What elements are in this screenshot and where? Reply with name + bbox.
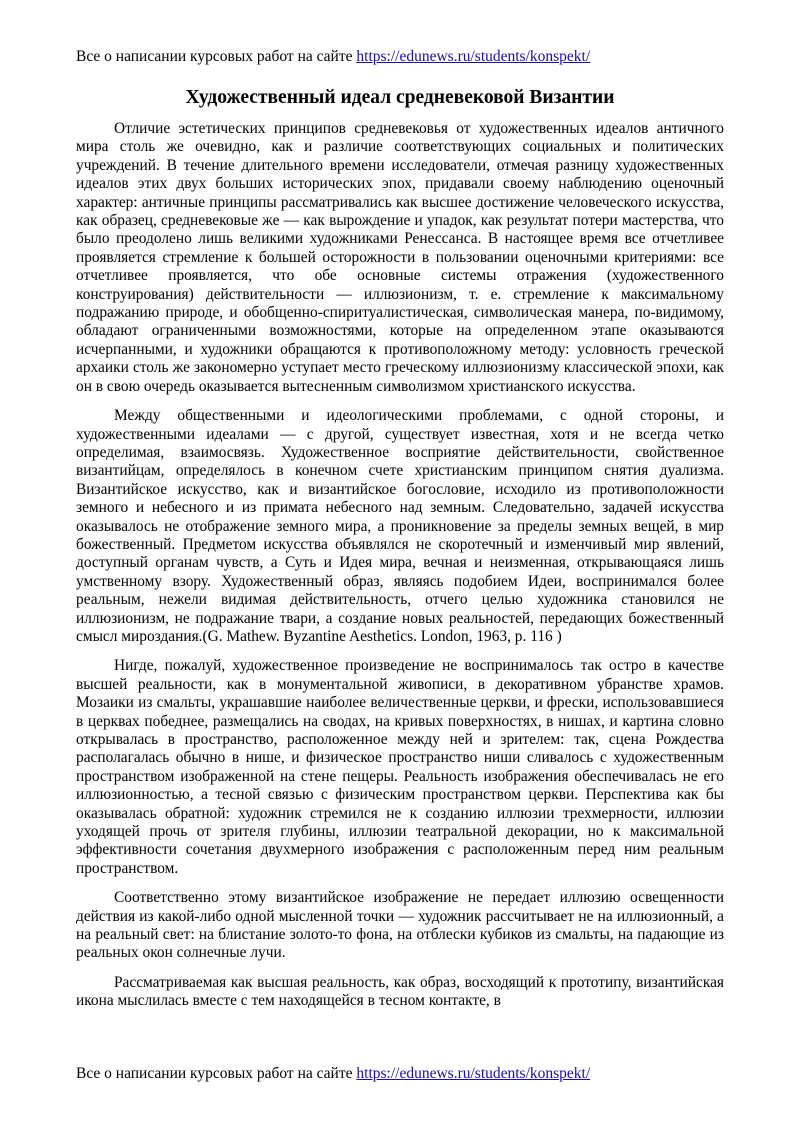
page-header: [76, 47, 590, 67]
document-body: [76, 120, 724, 1022]
paragraph: Нигде, пожалуй, художественное произведение не воспринималось так остро в качестве высшей реальности, как в монументальной живописи, в декоративном убранстве храмов. Мозаики из смальты, украшавшие наиболее величественные церкви, и фрески, использовавшиеся в церквах победнее, размещались на сводах, на кривых поверхностях, в нишах, и картина словно открывалась в пространство, расположенное между ней и зрителем: так, сцена Рождества располагалась обычно в нише, и физическое пространство ниши сливалось с художественным пространством изображенной на стене пещеры. Реальность изображения обеспечивалась не его иллюзионностью, а тесной связью с физическим пространством церкви. Перспектива как бы оказывалась обратной: художник стремился не к созданию иллюзии трехмерности, иллюзии уходящей прочь от зрителя глубины, иллюзии театральной декорации, но к максимальной эффективности сочетания двухмерного изображения с расположенным перед ним реальным пространством.: [76, 657, 724, 877]
footer-link[interactable]: https://edunews.ru/students/konspekt/: [356, 1065, 591, 1082]
paragraph: Отличие эстетических принципов средневековья от художественных идеалов античного мира столь же очевидно, как и различие соответствующих социальных и политических учреждений. В течение длительного времени исследователи, отмечая разницу художественных идеалов этих двух больших исторических эпох, придавали своему наблюдению оценочный характер: античные принципы рассматривались как высшее достижение человеческого искусства, как образец, средневековые же — как вырождение и упадок, как результат потери мастерства, что было преодолено лишь великими художниками Ренессанса. В настоящее время все отчетливее проявляется стремление к большей осторожности в пользовании оценочными критериями: все отчетливее проявляется, что обе основные системы отражения (художественного конструирования) действительности — иллюзионизм, т. е. стремление к максимальному подражанию природе, и обобщенно-спиритуалистическая, символическая манера, по-видимому, обладают ограниченными возможностями, которые на определенном этапе оказываются исчерпанными, и художники обращаются к противоположному методу: условность греческой архаики столь же закономерно уступает место греческому иллюзионизму классической эпохи, как он в свою очередь оказывается вытесненным символизмом христианского искусства.: [76, 120, 724, 395]
paragraph: Рассматриваемая как высшая реальность, как образ, восходящий к прототипу, византийская икона мыслилась вместе с тем находящейся в тесном контакте, в: [76, 973, 724, 1010]
page-footer: [76, 1064, 590, 1084]
header-link[interactable]: https://edunews.ru/students/konspekt/: [356, 48, 591, 65]
document-title: Художественный идеал средневековой Византии: [185, 87, 615, 108]
footer-text: Все о написании курсовых работ на сайте: [76, 1065, 357, 1082]
paragraph: Соответственно этому византийское изображение не передает иллюзию освещенности действия из какой-либо одной мысленной точки — художник рассчитывает не на иллюзионный, а на реальный свет: на блистание золото-то фона, на отблески кубиков из смальты, на падающие из реальных окон солнечные лучи.: [76, 889, 724, 962]
paragraph: Между общественными и идеологическими проблемами, с одной стороны, и художественными идеалами — с другой, существует известная, хотя и не всегда четко определимая, взаимосвязь. Художественное восприятие действительности, свойственное византийцам, определялось в конечном счете христианским принципом снятия дуализма. Византийское искусство, как и византийское богословие, исходило из противоположности земного и небесного и из примата небесного над земным. Следовательно, задачей искусства оказывалось не отображение земного мира, а проникновение за пределы земных вещей, в мир божественный. Предметом искусства объявлялся не скоротечный и изменчивый мир явлений, доступный органам чувств, а Суть и Идея мира, вечная и неизменная, открывающаяся лишь умственному взору. Художественный образ, являясь подобием Идеи, воспринимался более реальным, нежели видимая действительность, отчего целью художника становился не иллюзионизм, не подражание твари, а создание новых реальностей, передающих божественный смысл мироздания.(G. Mathew. Byzantine Aesthetics. London, 1963, p. 116 ): [76, 407, 724, 645]
header-text: Все о написании курсовых работ на сайте: [76, 48, 357, 65]
